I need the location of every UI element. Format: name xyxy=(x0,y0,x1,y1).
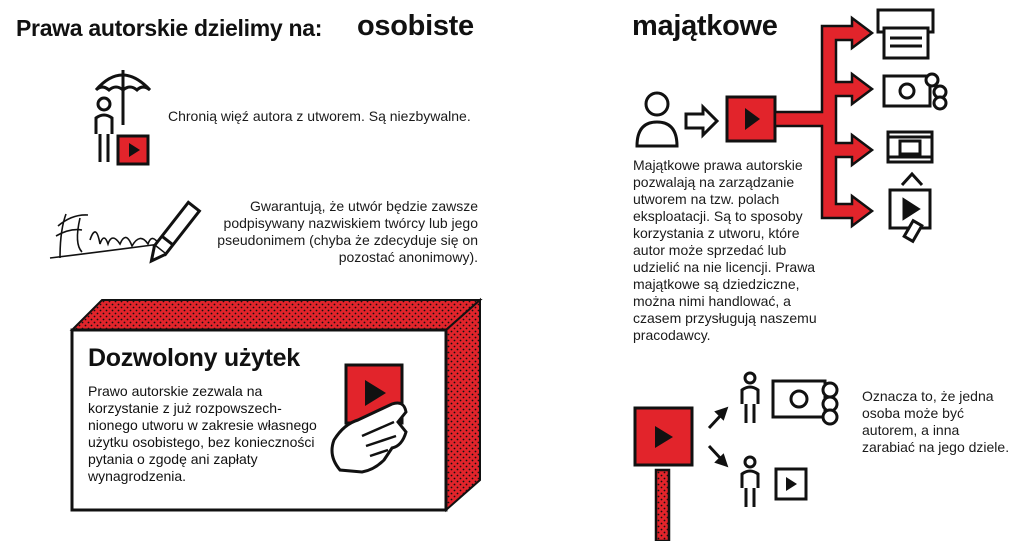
play-icon xyxy=(635,408,692,541)
play-icon xyxy=(727,97,775,141)
play-icon xyxy=(776,469,806,499)
fair-use-body: Prawo autorskie zezwala na korzystanie z już rozpowszech-nionego utworu w zakresie własnego użytku osobistego, bez konieczności pytania o zgodę ani zapłaty wynagrodzenia. xyxy=(88,383,317,484)
person-icon xyxy=(742,457,758,507)
play-icon xyxy=(118,136,148,164)
example-text: Oznacza to, że jedna osoba może być autorem, a inna zarabiać na jego dziele. xyxy=(862,388,1010,455)
printer-icon xyxy=(878,10,933,58)
pencil-icon xyxy=(146,202,200,265)
signature-text: Gwarantują, że utwór będzie zawsze podpisywany nazwiskiem twórcy lub jego pseudonimem (chyba że zdecyduje się on pozostać anonimowy). xyxy=(217,198,478,265)
arrow-right-icon xyxy=(686,107,717,135)
arrow-down-right-icon xyxy=(709,446,726,465)
fair-use-title: Dozwolony użytek xyxy=(88,344,300,372)
page-title: Prawa autorskie dzielimy na: xyxy=(16,15,323,41)
money-icon xyxy=(773,381,837,424)
money-icon xyxy=(884,74,946,109)
signature-icon xyxy=(50,214,160,258)
person-icon xyxy=(742,373,758,423)
section-title-majatkowe: majątkowe xyxy=(632,10,778,42)
protect-text: Chronią więź autora z utworem. Są niezbywalne. xyxy=(168,108,471,124)
film-strip-icon xyxy=(888,132,932,162)
section-title-osobiste: osobiste xyxy=(357,10,474,42)
person-icon xyxy=(637,93,677,146)
arrow-up-right-icon xyxy=(709,409,726,428)
majatkowe-description: Majątkowe prawa autorskie pozwalają na zarządzanie utworem na tzw. polach eksploatacji. Są to sposoby korzystania z utworu, które autor może sprzedać lub udzielić na nie licencji. Prawa majątkowe są dziedziczne, można nimi handlować, a czasem przysługują naszemu pracodawcy. xyxy=(633,157,817,343)
video-edit-icon xyxy=(890,174,930,241)
